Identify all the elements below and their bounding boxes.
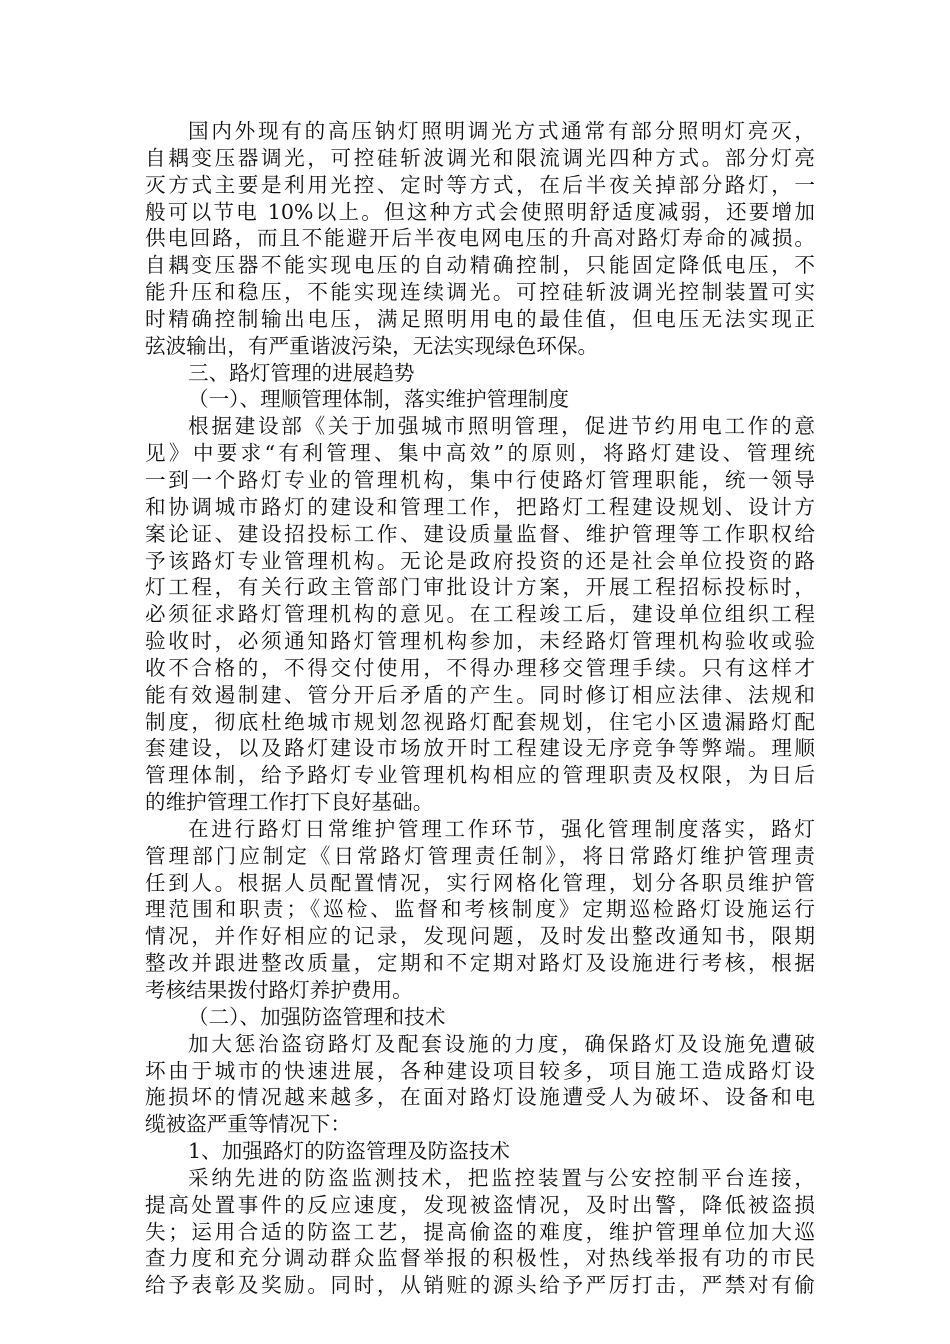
text-line: （二）、加强防盗管理和技术 [188,1004,446,1029]
text-line: 见》中要求“有利管理、集中高效”的原则，将路灯建设、管理统 [145,441,815,466]
text-line: 予该路灯专业管理机构。无论是政府投资的还是社会单位投资的路 [145,548,815,573]
text-line: 时精确控制输出电压，满足照明用电的最佳值，但电压无法实现正 [145,306,815,331]
text-line: 能有效遏制建、管分开后矛盾的产生。同时修订相应法律、法规和 [145,682,815,707]
text-line: 根据建设部《关于加强城市照明管理，促进节约用电工作的意 [188,414,815,439]
text-line: 坏由于城市的快速进展，各种建设项目较多，项目施工造成路灯设 [145,1058,815,1083]
text-line: 国内外现有的高压钠灯照明调光方式通常有部分照明灯亮灭， [188,119,815,143]
text-line: 管理部门应制定《日常路灯管理责任制》，将日常路灯维护管理责 [145,843,815,868]
text-line: 必须征求路灯管理机构的意见。在工程竣工后，建设单位组织工程 [145,602,815,627]
text-line: 供电回路，而且不能避开后半夜电网电压的升高对路灯寿命的减损。 [145,226,815,251]
text-line: （一）、理顺管理体制，落实维护管理制度 [188,387,569,412]
text-line: 情况，并作好相应的记录，发现问题，及时发出整改通知书，限期 [145,924,815,949]
text-line: 收不合格的，不得交付使用，不得办理移交管理手续。只有这样才 [145,655,815,680]
text-line: 施损坏的情况越来越多，在面对路灯设施遭受人为破坏、设备和电 [145,1085,815,1110]
text-line: 一到一个路灯专业的管理机构，集中行使路灯管理职能，统一领导 [145,467,815,492]
text-line: 理范围和职责；《巡检、监督和考核制度》定期巡检路灯设施运行 [145,897,815,922]
text-line: 考核结果拨付路灯养护费用。 [145,978,413,1002]
text-line: 能升压和稳压，不能实现连续调光。可控硅斩波调光控制装置可实 [145,280,815,305]
text-line: 制度，彻底杜绝城市规划忽视路灯配套规划，住宅小区遗漏路灯配 [145,709,815,734]
text-line: 给予表彰及奖励。同时，从销赃的源头给予严厉打击，严禁对有偷 [145,1273,815,1298]
text-line: 和协调城市路灯的建设和管理工作，把路灯工程建设规划、设计方 [145,494,815,519]
text-line: 套建设，以及路灯建设市场放开时工程建设无序竞争等弊端。理顺 [145,736,815,761]
body-text [145,118,815,1299]
text-line: 整改并跟进整改质量，定期和不定期对路灯及设施进行考核，根据 [145,951,815,976]
text-line: 三、路灯管理的进展趋势 [188,360,415,385]
text-line: 采纳先进的防盗监测技术，把监控装置与公安控制平台连接， [188,1165,815,1190]
text-line: 失；运用合适的防盗工艺，提高偷盗的难度，维护管理单位加大巡 [145,1219,815,1244]
text-line: 缆被盗严重等情况下： [145,1112,351,1137]
text-line: 验收时，必须通知路灯管理机构参加，未经路灯管理机构验收或验 [145,629,815,654]
text-line: 管理体制，给予路灯专业管理机构相应的管理职责及权限，为日后 [145,763,815,788]
text-line: 提高处置事件的反应速度，发现被盗情况，及时出警，降低被盗损 [145,1192,815,1217]
text-line: 案论证、建设招投标工作、建设质量监督、维护管理等工作职权给 [145,521,815,546]
text-line: 在进行路灯日常维护管理工作环节，强化管理制度落实，路灯 [188,816,815,841]
text-line: 查力度和充分调动群众监督举报的积极性，对热线举报有功的市民 [145,1246,815,1271]
text-line: 自耦变压器不能实现电压的自动精确控制，只能固定降低电压，不 [145,253,815,278]
text-line: 的维护管理工作打下良好基础。 [145,790,434,815]
text-line: 般可以节电 10%以上。但这种方式会使照明舒适度减弱，还要增加 [145,199,815,224]
text-line: 1、加强路灯的防盗管理及防盗技术 [188,1139,511,1164]
text-line: 弦波输出，有严重谐波污染，无法实现绿色环保。 [145,333,599,358]
text-line: 加大惩治盗窃路灯及配套设施的力度，确保路灯及设施免遭破 [188,1031,815,1056]
text-line: 自耦变压器调光，可控硅斩波调光和限流调光四种方式。部分灯亮 [145,145,815,170]
text-line: 任到人。根据人员配置情况，实行网格化管理，划分各职员维护管 [145,870,815,895]
text-line: 灯工程，有关行政主管部门审批设计方案，开展工程招标投标时， [145,575,815,600]
text-line: 灭方式主要是利用光控、定时等方式，在后半夜关掉部分路灯，一 [145,172,815,197]
